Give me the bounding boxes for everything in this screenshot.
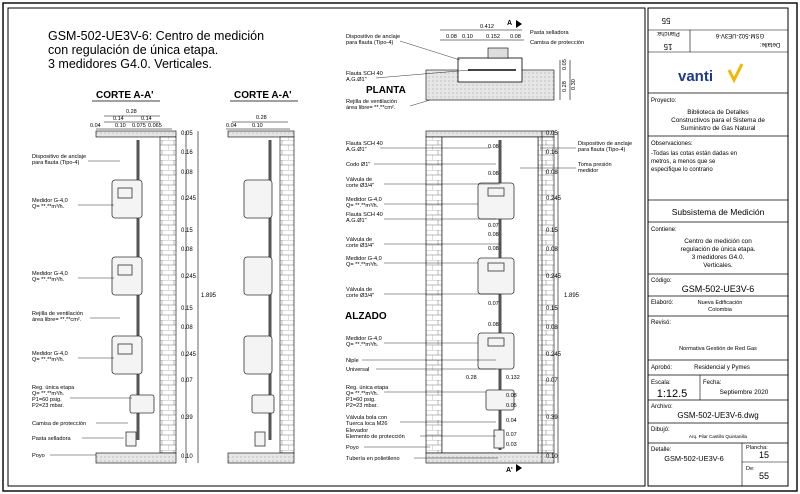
svg-text:Biblioteca de Detalles: Biblioteca de Detalles	[687, 109, 749, 116]
svg-text:3 medidores G4.0.: 3 medidores G4.0.	[691, 254, 745, 261]
title-block	[648, 8, 788, 486]
svg-text:Niple: Niple	[346, 358, 359, 364]
svg-text:0.07: 0.07	[488, 301, 499, 307]
svg-text:1:12.5: 1:12.5	[656, 388, 688, 400]
svg-text:0.08: 0.08	[488, 171, 499, 177]
svg-text:Q= **.**m³/h.: Q= **.**m³/h.	[346, 262, 379, 268]
svg-text:medidor: medidor	[578, 168, 599, 174]
svg-text:-Todas las cotas están dadas e: -Todas las cotas están dadas en	[651, 151, 738, 157]
svg-text:0.30: 0.30	[571, 79, 577, 90]
svg-text:P1=60 psig.: P1=60 psig.	[32, 397, 62, 403]
svg-text:para flauta (Tipo-4): para flauta (Tipo-4)	[346, 40, 394, 46]
svg-text:0.08: 0.08	[488, 246, 499, 252]
svg-text:Proyecto:: Proyecto:	[651, 98, 677, 104]
svg-text:0.412: 0.412	[480, 24, 494, 30]
svg-text:15: 15	[758, 450, 770, 460]
svg-text:0.08: 0.08	[546, 247, 558, 253]
svg-text:0.152: 0.152	[486, 34, 500, 40]
svg-text:0.28: 0.28	[466, 375, 477, 381]
svg-text:Elaboró:: Elaboró:	[651, 300, 674, 306]
svg-text:0.08: 0.08	[181, 170, 193, 176]
svg-text:corte Ø3/4": corte Ø3/4"	[346, 243, 375, 249]
svg-text:Poyo: Poyo	[346, 445, 359, 451]
svg-text:0.245: 0.245	[181, 196, 197, 202]
corte-left-dim-014a: 0.14	[113, 116, 124, 122]
svg-text:Medidor G-4,0: Medidor G-4,0	[346, 256, 382, 262]
svg-text:0.08: 0.08	[546, 170, 558, 176]
svg-text:Revisó:: Revisó:	[651, 320, 672, 326]
svg-text:0.245: 0.245	[546, 352, 562, 358]
svg-text:Colombia: Colombia	[708, 307, 732, 313]
svg-text:Flauta SCH 40: Flauta SCH 40	[346, 71, 383, 77]
svg-text:Dibujó:: Dibujó:	[651, 427, 670, 433]
svg-text:especifique lo contrario: especifique lo contrario	[651, 167, 713, 173]
svg-text:Q= **.**m³/h.: Q= **.**m³/h.	[346, 342, 379, 348]
svg-text:55: 55	[758, 471, 770, 481]
svg-text:Q= **.**m³/h.: Q= **.**m³/h.	[32, 357, 65, 363]
svg-text:área libre= **.**cm².: área libre= **.**cm².	[346, 105, 396, 111]
svg-text:0.05: 0.05	[506, 403, 517, 409]
svg-text:55: 55	[661, 16, 671, 25]
svg-text:0.10: 0.10	[462, 34, 473, 40]
svg-text:Válvula de: Válvula de	[346, 237, 373, 243]
svg-text:0.245: 0.245	[546, 274, 562, 280]
svg-text:Plancha:: Plancha:	[746, 445, 768, 451]
svg-text:Verticales.: Verticales.	[703, 262, 733, 269]
svg-text:0.07: 0.07	[181, 378, 193, 384]
svg-text:0.05: 0.05	[562, 59, 568, 70]
corte-left-dim-0075: 0.075	[132, 123, 146, 129]
svg-text:A.G.Ø1": A.G.Ø1"	[346, 218, 367, 224]
svg-text:área libre= **.**cm².: área libre= **.**cm².	[32, 317, 82, 323]
alzado-title: ALZADO	[345, 311, 387, 322]
svg-text:0.15: 0.15	[546, 228, 558, 234]
svg-text:Fecha:: Fecha:	[703, 380, 722, 386]
svg-text:Nueva Edificación: Nueva Edificación	[697, 300, 743, 306]
svg-text:0.10: 0.10	[181, 454, 193, 460]
svg-text:Rejilla de ventilación: Rejilla de ventilación	[346, 99, 397, 105]
svg-text:15: 15	[663, 42, 673, 51]
svg-text:Código:: Código:	[651, 278, 672, 284]
svg-text:0.07: 0.07	[488, 223, 499, 229]
svg-text:0.16: 0.16	[181, 150, 193, 156]
svg-text:Suministro de Gas Natural: Suministro de Gas Natural	[680, 125, 756, 132]
corte-middle-dim-010: 0.10	[252, 123, 263, 129]
corte-left-title: CORTE A-A'	[96, 90, 154, 101]
svg-text:Q= **.**m³/h.: Q= **.**m³/h.	[346, 203, 379, 209]
svg-text:Flauta SCH 40: Flauta SCH 40	[346, 212, 383, 218]
subsistema-label: Subsistema de Medición	[671, 207, 765, 217]
svg-text:Pasta selladora: Pasta selladora	[32, 436, 71, 442]
svg-text:para flauta (Tipo-4): para flauta (Tipo-4)	[578, 147, 626, 153]
svg-text:Flauta SCH 40: Flauta SCH 40	[346, 141, 383, 147]
svg-text:1.895: 1.895	[564, 293, 580, 299]
svg-text:0.245: 0.245	[181, 352, 197, 358]
svg-text:0.08: 0.08	[181, 325, 193, 331]
corte-left-dim-014b: 0.14	[141, 116, 152, 122]
svg-text:0.16: 0.16	[546, 150, 558, 156]
svg-text:Dispositivo de anclaje: Dispositivo de anclaje	[32, 154, 87, 160]
svg-text:Aprobó:: Aprobó:	[651, 365, 673, 371]
codigo-value: GSM-502-UE3V-6	[681, 284, 755, 294]
svg-text:GSM-502-UE3V-6.dwg: GSM-502-UE3V-6.dwg	[677, 411, 759, 420]
svg-text:Tuerca loca M26: Tuerca loca M26	[346, 421, 388, 427]
svg-text:0.08: 0.08	[488, 144, 499, 150]
corte-left-dim-028: 0.28	[126, 109, 137, 115]
title-line-3: 3 medidores G4.0. Verticales.	[48, 57, 212, 71]
svg-text:Dispositivo de anclaje: Dispositivo de anclaje	[346, 34, 401, 40]
svg-text:Poyo: Poyo	[32, 453, 45, 459]
title-line-2: con regulación de única etapa.	[48, 43, 219, 57]
svg-text:Válvula de: Válvula de	[346, 287, 373, 293]
alzado-view	[426, 131, 554, 474]
svg-text:Q= **.**m³/h.: Q= **.**m³/h.	[32, 204, 65, 210]
svg-text:Constructivos para el Sistema: Constructivos para el Sistema de	[671, 117, 765, 124]
svg-text:Archivo:: Archivo:	[651, 404, 673, 410]
svg-text:Codo Ø1": Codo Ø1"	[346, 162, 371, 168]
corte-left-dim-0065: 0.065	[148, 123, 162, 129]
svg-text:P2=23 mbar.: P2=23 mbar.	[32, 403, 64, 409]
svg-text:GSM-502-UE3V-6: GSM-502-UE3V-6	[715, 32, 765, 38]
svg-text:A.G.Ø1": A.G.Ø1"	[346, 147, 367, 153]
svg-text:0.15: 0.15	[181, 306, 193, 312]
svg-text:0.245: 0.245	[546, 196, 562, 202]
svg-text:Q= **.**m³/h.: Q= **.**m³/h.	[32, 277, 65, 283]
corte-left-dim-004: 0.04	[90, 123, 101, 129]
svg-text:Universal: Universal	[346, 367, 370, 373]
title-line-1: GSM-502-UE3V-6: Centro de medición	[48, 29, 265, 43]
svg-text:0.15: 0.15	[546, 306, 558, 312]
svg-text:0.08: 0.08	[510, 34, 521, 40]
svg-text:para flauta (Tipo-4): para flauta (Tipo-4)	[32, 160, 80, 166]
svg-text:Medidor G-4,0: Medidor G-4,0	[32, 271, 68, 277]
svg-text:Reg. única etapa: Reg. única etapa	[346, 385, 389, 391]
svg-text:0.28: 0.28	[562, 81, 568, 92]
svg-text:metros, a menos que se: metros, a menos que se	[651, 159, 716, 165]
svg-text:A.G.Ø1": A.G.Ø1"	[346, 77, 367, 83]
svg-text:Rejilla de ventilación: Rejilla de ventilación	[32, 311, 83, 317]
svg-text:Arq. Pilar Castillo Quintanill: Arq. Pilar Castillo Quintanilla	[688, 434, 748, 439]
svg-text:Septiembre 2020: Septiembre 2020	[719, 389, 769, 396]
svg-text:Válvula bola con: Válvula bola con	[346, 415, 388, 421]
svg-text:0.05: 0.05	[181, 131, 193, 137]
corte-left-dim-010: 0.10	[115, 123, 126, 129]
svg-text:Residencial y Pymes: Residencial y Pymes	[694, 365, 750, 371]
svg-text:Pasta selladora: Pasta selladora	[530, 30, 569, 36]
svg-text:0.10: 0.10	[546, 454, 558, 460]
svg-text:Medidor G-4,0: Medidor G-4,0	[32, 351, 68, 357]
svg-text:corte Ø3/4": corte Ø3/4"	[346, 183, 375, 189]
planta-title: PLANTA	[366, 85, 406, 96]
svg-text:Camisa de protección: Camisa de protección	[530, 40, 585, 46]
svg-text:A: A	[507, 20, 513, 27]
svg-text:0.05: 0.05	[546, 131, 558, 137]
svg-text:Plancha:: Plancha:	[656, 30, 680, 36]
svg-text:0.08: 0.08	[546, 325, 558, 331]
svg-text:Elevador: Elevador	[346, 428, 369, 434]
corte-middle-dim-028: 0.28	[256, 115, 267, 121]
svg-text:corte Ø3/4": corte Ø3/4"	[346, 293, 375, 299]
brand-name: vanti	[678, 68, 714, 85]
svg-text:Reg. única etapa: Reg. única etapa	[32, 385, 75, 391]
svg-text:0.07: 0.07	[506, 432, 517, 438]
corte-dim-total: 1.895	[201, 293, 217, 299]
svg-text:regulación de única etapa.: regulación de única etapa.	[680, 246, 756, 253]
svg-text:0.03: 0.03	[506, 442, 517, 448]
svg-text:0.08: 0.08	[488, 322, 499, 328]
svg-text:Medidor G-4,0: Medidor G-4,0	[346, 197, 382, 203]
svg-text:Escala:: Escala:	[651, 380, 671, 386]
svg-text:GSM-502-UE3V-6: GSM-502-UE3V-6	[664, 454, 724, 463]
svg-text:0.39: 0.39	[181, 415, 193, 421]
svg-text:0.39: 0.39	[546, 415, 558, 421]
svg-text:0.08: 0.08	[446, 34, 457, 40]
svg-text:Q= **.**m³/h.: Q= **.**m³/h.	[32, 391, 65, 397]
svg-text:P1=60 psig.: P1=60 psig.	[346, 397, 376, 403]
svg-text:Medidor G-4,0: Medidor G-4,0	[32, 198, 68, 204]
svg-text:0.07: 0.07	[546, 378, 558, 384]
svg-text:Contiene:: Contiene:	[651, 227, 677, 233]
svg-text:Válvula de: Válvula de	[346, 177, 373, 183]
svg-text:De:: De:	[746, 466, 755, 472]
svg-text:0.132: 0.132	[506, 375, 520, 381]
svg-text:Camisa de protección: Camisa de protección	[32, 421, 87, 427]
svg-text:A': A'	[506, 467, 513, 474]
svg-text:Tubería en polietileno: Tubería en polietileno	[346, 456, 400, 462]
svg-text:Medidor G-4,0: Medidor G-4,0	[346, 336, 382, 342]
svg-text:0.04: 0.04	[506, 418, 517, 424]
svg-text:Elemento de protección: Elemento de protección	[346, 434, 405, 440]
svg-text:Dispositivo de anclaje: Dispositivo de anclaje	[578, 141, 633, 147]
svg-text:0.245: 0.245	[181, 274, 197, 280]
svg-text:Toma presión: Toma presión	[578, 162, 612, 168]
svg-text:0.08: 0.08	[181, 247, 193, 253]
svg-text:Normativa Gestión de Red Gas: Normativa Gestión de Red Gas	[679, 346, 757, 352]
svg-text:0.08: 0.08	[506, 393, 517, 399]
svg-text:0.15: 0.15	[181, 228, 193, 234]
svg-text:P2=23 mbar.: P2=23 mbar.	[346, 403, 378, 409]
corte-middle-title: CORTE A-A'	[234, 90, 292, 101]
corte-middle-dim-004: 0.04	[226, 123, 237, 129]
svg-text:Centro de medición con: Centro de medición con	[684, 238, 752, 245]
svg-text:Detalle:: Detalle:	[759, 41, 781, 47]
svg-text:0.08: 0.08	[488, 232, 499, 238]
svg-text:Q= **.**m³/h.: Q= **.**m³/h.	[346, 391, 379, 397]
svg-text:Observaciones:: Observaciones:	[651, 141, 693, 147]
svg-text:Detalle:: Detalle:	[651, 447, 672, 453]
